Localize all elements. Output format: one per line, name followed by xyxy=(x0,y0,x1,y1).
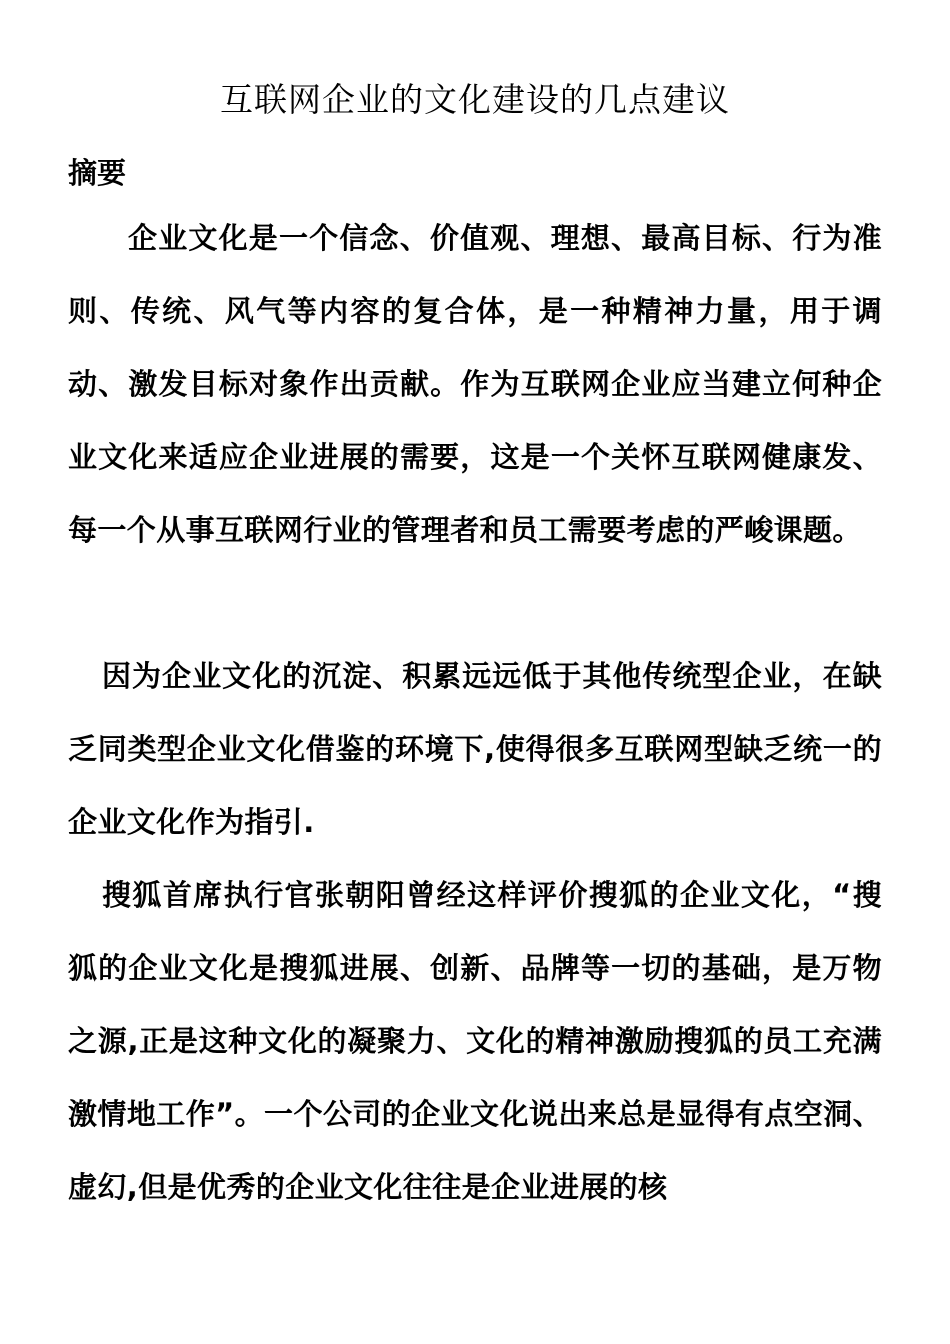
paragraph-1: 企业文化是一个信念、价值观、理想、最高目标、行为准则、传统、风气等内容的复合体，是一种精神力量，用于调动、激发目标对象作出贡献。作为互联网企业应当建立何种企业文化来适应企业进展的需要，这是一个关怀互联网健康发、每一个从事互联网行业的管理者和员工需要考虑的严峻课题。 xyxy=(68,221,882,547)
paragraph-2: 因为企业文化的沉淀、积累远远低于其他传统型企业，在缺乏同类型企业文化借鉴的环境下,使得很多互联网型缺乏统一的企业文化作为指引. xyxy=(68,659,882,839)
paragraph-3: 搜狐首席执行官张朝阳曾经这样评价搜狐的企业文化，“搜狐的企业文化是搜狐进展、创新、品牌等一切的基础，是万物之源,正是这种文化的凝聚力、文化的精神激励搜狐的员工充满激情地工作”。一个公司的企业文化说出来总是显得有点空洞、虚幻,但是优秀的企业文化往往是企业进展的核 xyxy=(68,878,882,1204)
abstract-heading: 摘要 xyxy=(68,156,127,190)
document-title: 互联网企业的文化建设的几点建议 xyxy=(220,80,730,119)
